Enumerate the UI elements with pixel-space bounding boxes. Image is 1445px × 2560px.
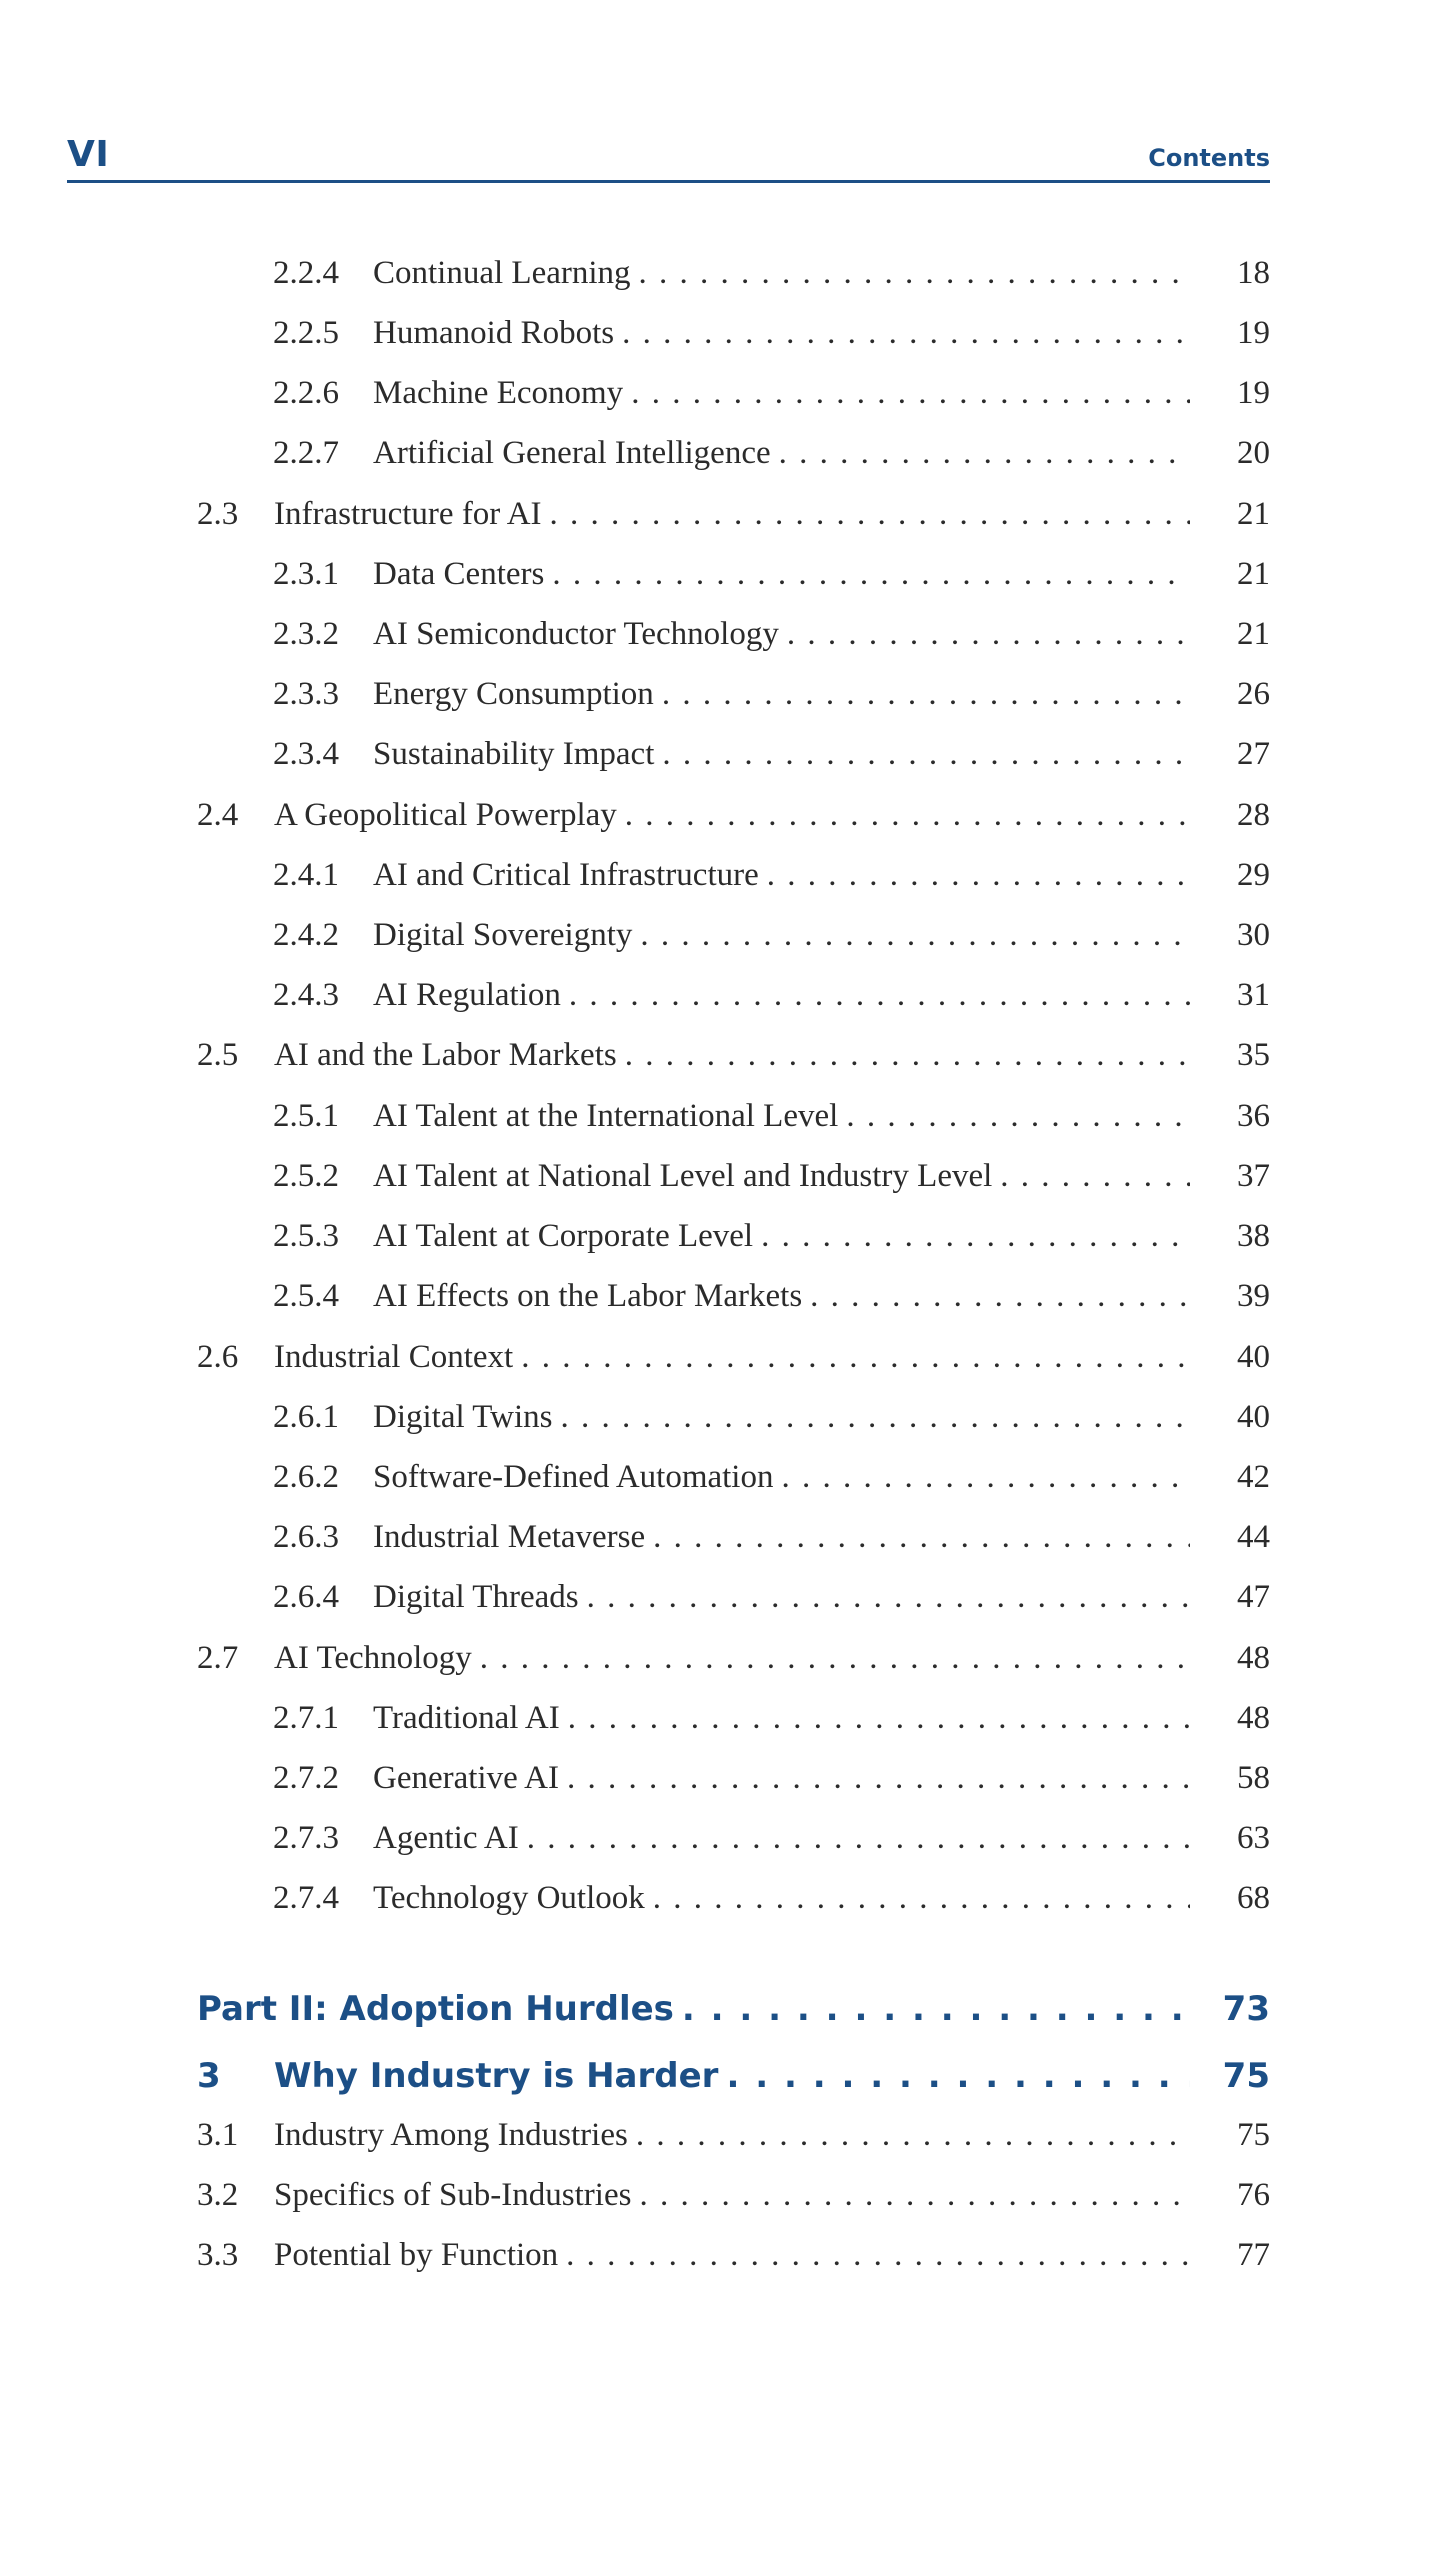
running-title: Contents <box>1148 144 1270 172</box>
toc-entry-number: 2.5.1 <box>273 1098 339 1134</box>
toc-entry[interactable] <box>273 852 1270 898</box>
toc-entry-title: Continual Learning . . . <box>373 250 1190 296</box>
toc-entry-number: 2.3.3 <box>273 676 339 712</box>
toc-entry-page: 27 <box>1237 736 1270 772</box>
toc-entry-page: 38 <box>1237 1218 1270 1254</box>
toc-entry-title: AI Semiconductor Technology . . . <box>373 611 1190 657</box>
toc-entry-number: 2.4.3 <box>273 977 339 1013</box>
toc-entry-number: 2.4.1 <box>273 857 339 893</box>
toc-entry-number: 2.2.4 <box>273 255 339 291</box>
toc-entry[interactable] <box>273 1394 1270 1440</box>
toc-entry-page: 44 <box>1237 1519 1270 1555</box>
toc-entry[interactable] <box>273 671 1270 717</box>
toc-entry-page: 40 <box>1237 1399 1270 1435</box>
toc-entry-page: 19 <box>1237 315 1270 351</box>
toc-entry-title: Software-Defined Automation . . . <box>373 1454 1190 1500</box>
toc-entry[interactable] <box>197 2112 1270 2158</box>
toc-entry[interactable] <box>197 1983 1270 2035</box>
toc-entry-title: Why Industry is Harder . . . <box>274 2050 1190 2102</box>
toc-entry-page: 26 <box>1237 676 1270 712</box>
toc-entry-title: Industrial Context . . . <box>274 1334 1190 1380</box>
toc-entry-page: 21 <box>1237 556 1270 592</box>
toc-entry-number: 2.5.3 <box>273 1218 339 1254</box>
toc-entry-number: 2.6 <box>197 1339 239 1375</box>
toc-entry-title: AI Effects on the Labor Markets . . . <box>373 1273 1190 1319</box>
toc-entry[interactable] <box>273 1093 1270 1139</box>
toc-entry-page: 21 <box>1237 616 1270 652</box>
toc-entry[interactable] <box>197 792 1270 838</box>
toc-entry-title: Potential by Function . . . <box>274 2232 1190 2278</box>
toc-entry-title: Technology Outlook . . . <box>373 1875 1190 1921</box>
toc-entry[interactable] <box>197 2232 1270 2278</box>
toc-entry-page: 19 <box>1237 375 1270 411</box>
toc-entry[interactable] <box>197 491 1270 537</box>
toc-entry-number: 2.6.4 <box>273 1579 339 1615</box>
toc-entry-number: 2.5.4 <box>273 1278 339 1314</box>
toc-entry[interactable] <box>273 1815 1270 1861</box>
toc-entry-number: 2.2.6 <box>273 375 339 411</box>
toc-entry-title: Industry Among Industries . . . <box>274 2112 1190 2158</box>
toc-entry[interactable] <box>197 2172 1270 2218</box>
toc-entry-title: Digital Twins . . . <box>373 1394 1190 1440</box>
toc-entry[interactable] <box>273 1153 1270 1199</box>
toc-entry[interactable] <box>197 1334 1270 1380</box>
toc-entry-title: A Geopolitical Powerplay . . . <box>274 792 1190 838</box>
toc-entry-page: 42 <box>1237 1459 1270 1495</box>
toc-entry[interactable] <box>273 1755 1270 1801</box>
toc-entry-number: 2.7.1 <box>273 1700 339 1736</box>
toc-entry-number: 2.7 <box>197 1640 239 1676</box>
toc-entry-title: Agentic AI . . . <box>373 1815 1190 1861</box>
toc-entry-number: 3.2 <box>197 2177 239 2213</box>
toc-entry[interactable] <box>273 1273 1270 1319</box>
toc-entry-title: Machine Economy . . . <box>373 370 1190 416</box>
toc-entry-title: Energy Consumption . . . <box>373 671 1190 717</box>
toc-entry-page: 20 <box>1237 435 1270 471</box>
toc-entry-number: 2.3.4 <box>273 736 339 772</box>
toc-entry-title: Artificial General Intelligence . . . <box>373 430 1190 476</box>
toc-entry-page: 18 <box>1237 255 1270 291</box>
toc-entry-title: AI Talent at Corporate Level . . . <box>373 1213 1190 1259</box>
toc-entry-page: 28 <box>1237 797 1270 833</box>
toc-entry-number: 2.5 <box>197 1037 239 1073</box>
toc-entry-number: 2.3.2 <box>273 616 339 652</box>
toc-entry[interactable] <box>273 972 1270 1018</box>
toc-entry-number: 2.2.7 <box>273 435 339 471</box>
toc-entry-number: 3.1 <box>197 2117 239 2153</box>
page-number: VI <box>67 134 110 175</box>
toc-entry-title: Specifics of Sub-Industries . . . <box>274 2172 1190 2218</box>
toc-entry-number: 2.3.1 <box>273 556 339 592</box>
toc-entry-page: 75 <box>1237 2117 1270 2153</box>
toc-entry-page: 36 <box>1237 1098 1270 1134</box>
toc-entry-page: 30 <box>1237 917 1270 953</box>
toc-entry-page: 35 <box>1237 1037 1270 1073</box>
toc-entry[interactable] <box>273 551 1270 597</box>
toc-entry-number: 3 <box>197 2056 221 2096</box>
toc-entry-page: 29 <box>1237 857 1270 893</box>
toc-entry[interactable] <box>273 731 1270 777</box>
toc-entry-page: 37 <box>1237 1158 1270 1194</box>
toc-entry[interactable] <box>273 310 1270 356</box>
toc-entry-title: AI and the Labor Markets . . . <box>274 1032 1190 1078</box>
toc-entry-number: 3.3 <box>197 2237 239 2273</box>
toc-entry-title: Sustainability Impact . . . <box>373 731 1190 777</box>
toc-entry-title: AI Talent at the International Level . . . <box>373 1093 1190 1139</box>
toc-entry-number: 2.4 <box>197 797 239 833</box>
toc-entry-number: 2.7.4 <box>273 1880 339 1916</box>
toc-entry[interactable] <box>273 430 1270 476</box>
toc-entry-page: 48 <box>1237 1640 1270 1676</box>
toc-entry-title: Part II: Adoption Hurdles . . . <box>197 1983 1190 2035</box>
toc-entry[interactable] <box>197 1635 1270 1681</box>
toc-entry-page: 40 <box>1237 1339 1270 1375</box>
toc-entry-page: 39 <box>1237 1278 1270 1314</box>
toc-entry-title: Industrial Metaverse . . . <box>373 1514 1190 1560</box>
toc-entry-number: 2.5.2 <box>273 1158 339 1194</box>
toc-entry[interactable] <box>197 1032 1270 1078</box>
toc-entry-number: 2.7.3 <box>273 1820 339 1856</box>
toc-entry[interactable] <box>273 1514 1270 1560</box>
toc-entry-number: 2.6.2 <box>273 1459 339 1495</box>
toc-entry[interactable] <box>273 370 1270 416</box>
toc-entry-number: 2.6.3 <box>273 1519 339 1555</box>
toc-entry-page: 21 <box>1237 496 1270 532</box>
toc-entry-title: AI Regulation . . . <box>373 972 1190 1018</box>
toc-entry-title: AI Technology . . . <box>274 1635 1190 1681</box>
toc-entry-title: Infrastructure for AI . . . <box>274 491 1190 537</box>
toc-entry-number: 2.7.2 <box>273 1760 339 1796</box>
toc-entry-title: Humanoid Robots . . . <box>373 310 1190 356</box>
toc-entry-page: 48 <box>1237 1700 1270 1736</box>
toc-entry-page: 77 <box>1237 2237 1270 2273</box>
toc-entry[interactable] <box>273 1213 1270 1259</box>
toc-entry-page: 31 <box>1237 977 1270 1013</box>
toc-entry-page: 47 <box>1237 1579 1270 1615</box>
toc-entry-title: Generative AI . . . <box>373 1755 1190 1801</box>
toc-entry[interactable] <box>273 611 1270 657</box>
toc-entry-number: 2.6.1 <box>273 1399 339 1435</box>
toc-entry-page: 73 <box>1222 1989 1270 2029</box>
toc-entry[interactable] <box>273 1875 1270 1921</box>
toc-entry-title: AI Talent at National Level and Industry Level . . . <box>373 1153 1190 1199</box>
toc-entry[interactable] <box>273 250 1270 296</box>
toc-entry-title: Traditional AI . . . <box>373 1695 1190 1741</box>
toc-entry[interactable] <box>273 1695 1270 1741</box>
toc-entry-title: AI and Critical Infrastructure . . . <box>373 852 1190 898</box>
toc-entry-number: 2.4.2 <box>273 917 339 953</box>
toc-entry-page: 68 <box>1237 1880 1270 1916</box>
toc-entry-page: 63 <box>1237 1820 1270 1856</box>
toc-entry-page: 76 <box>1237 2177 1270 2213</box>
toc-entry-number: 2.3 <box>197 496 239 532</box>
toc-entry-title: Digital Sovereignty . . . <box>373 912 1190 958</box>
toc-entry-page: 58 <box>1237 1760 1270 1796</box>
toc-entry-title: Digital Threads . . . <box>373 1574 1190 1620</box>
toc-entry[interactable] <box>273 912 1270 958</box>
toc-entry-page: 75 <box>1222 2056 1270 2096</box>
toc-entry[interactable] <box>273 1454 1270 1500</box>
toc-entry-title: Data Centers . . . <box>373 551 1190 597</box>
toc-entry-number: 2.2.5 <box>273 315 339 351</box>
toc-entry[interactable] <box>273 1574 1270 1620</box>
toc-entry[interactable] <box>197 2050 1270 2102</box>
